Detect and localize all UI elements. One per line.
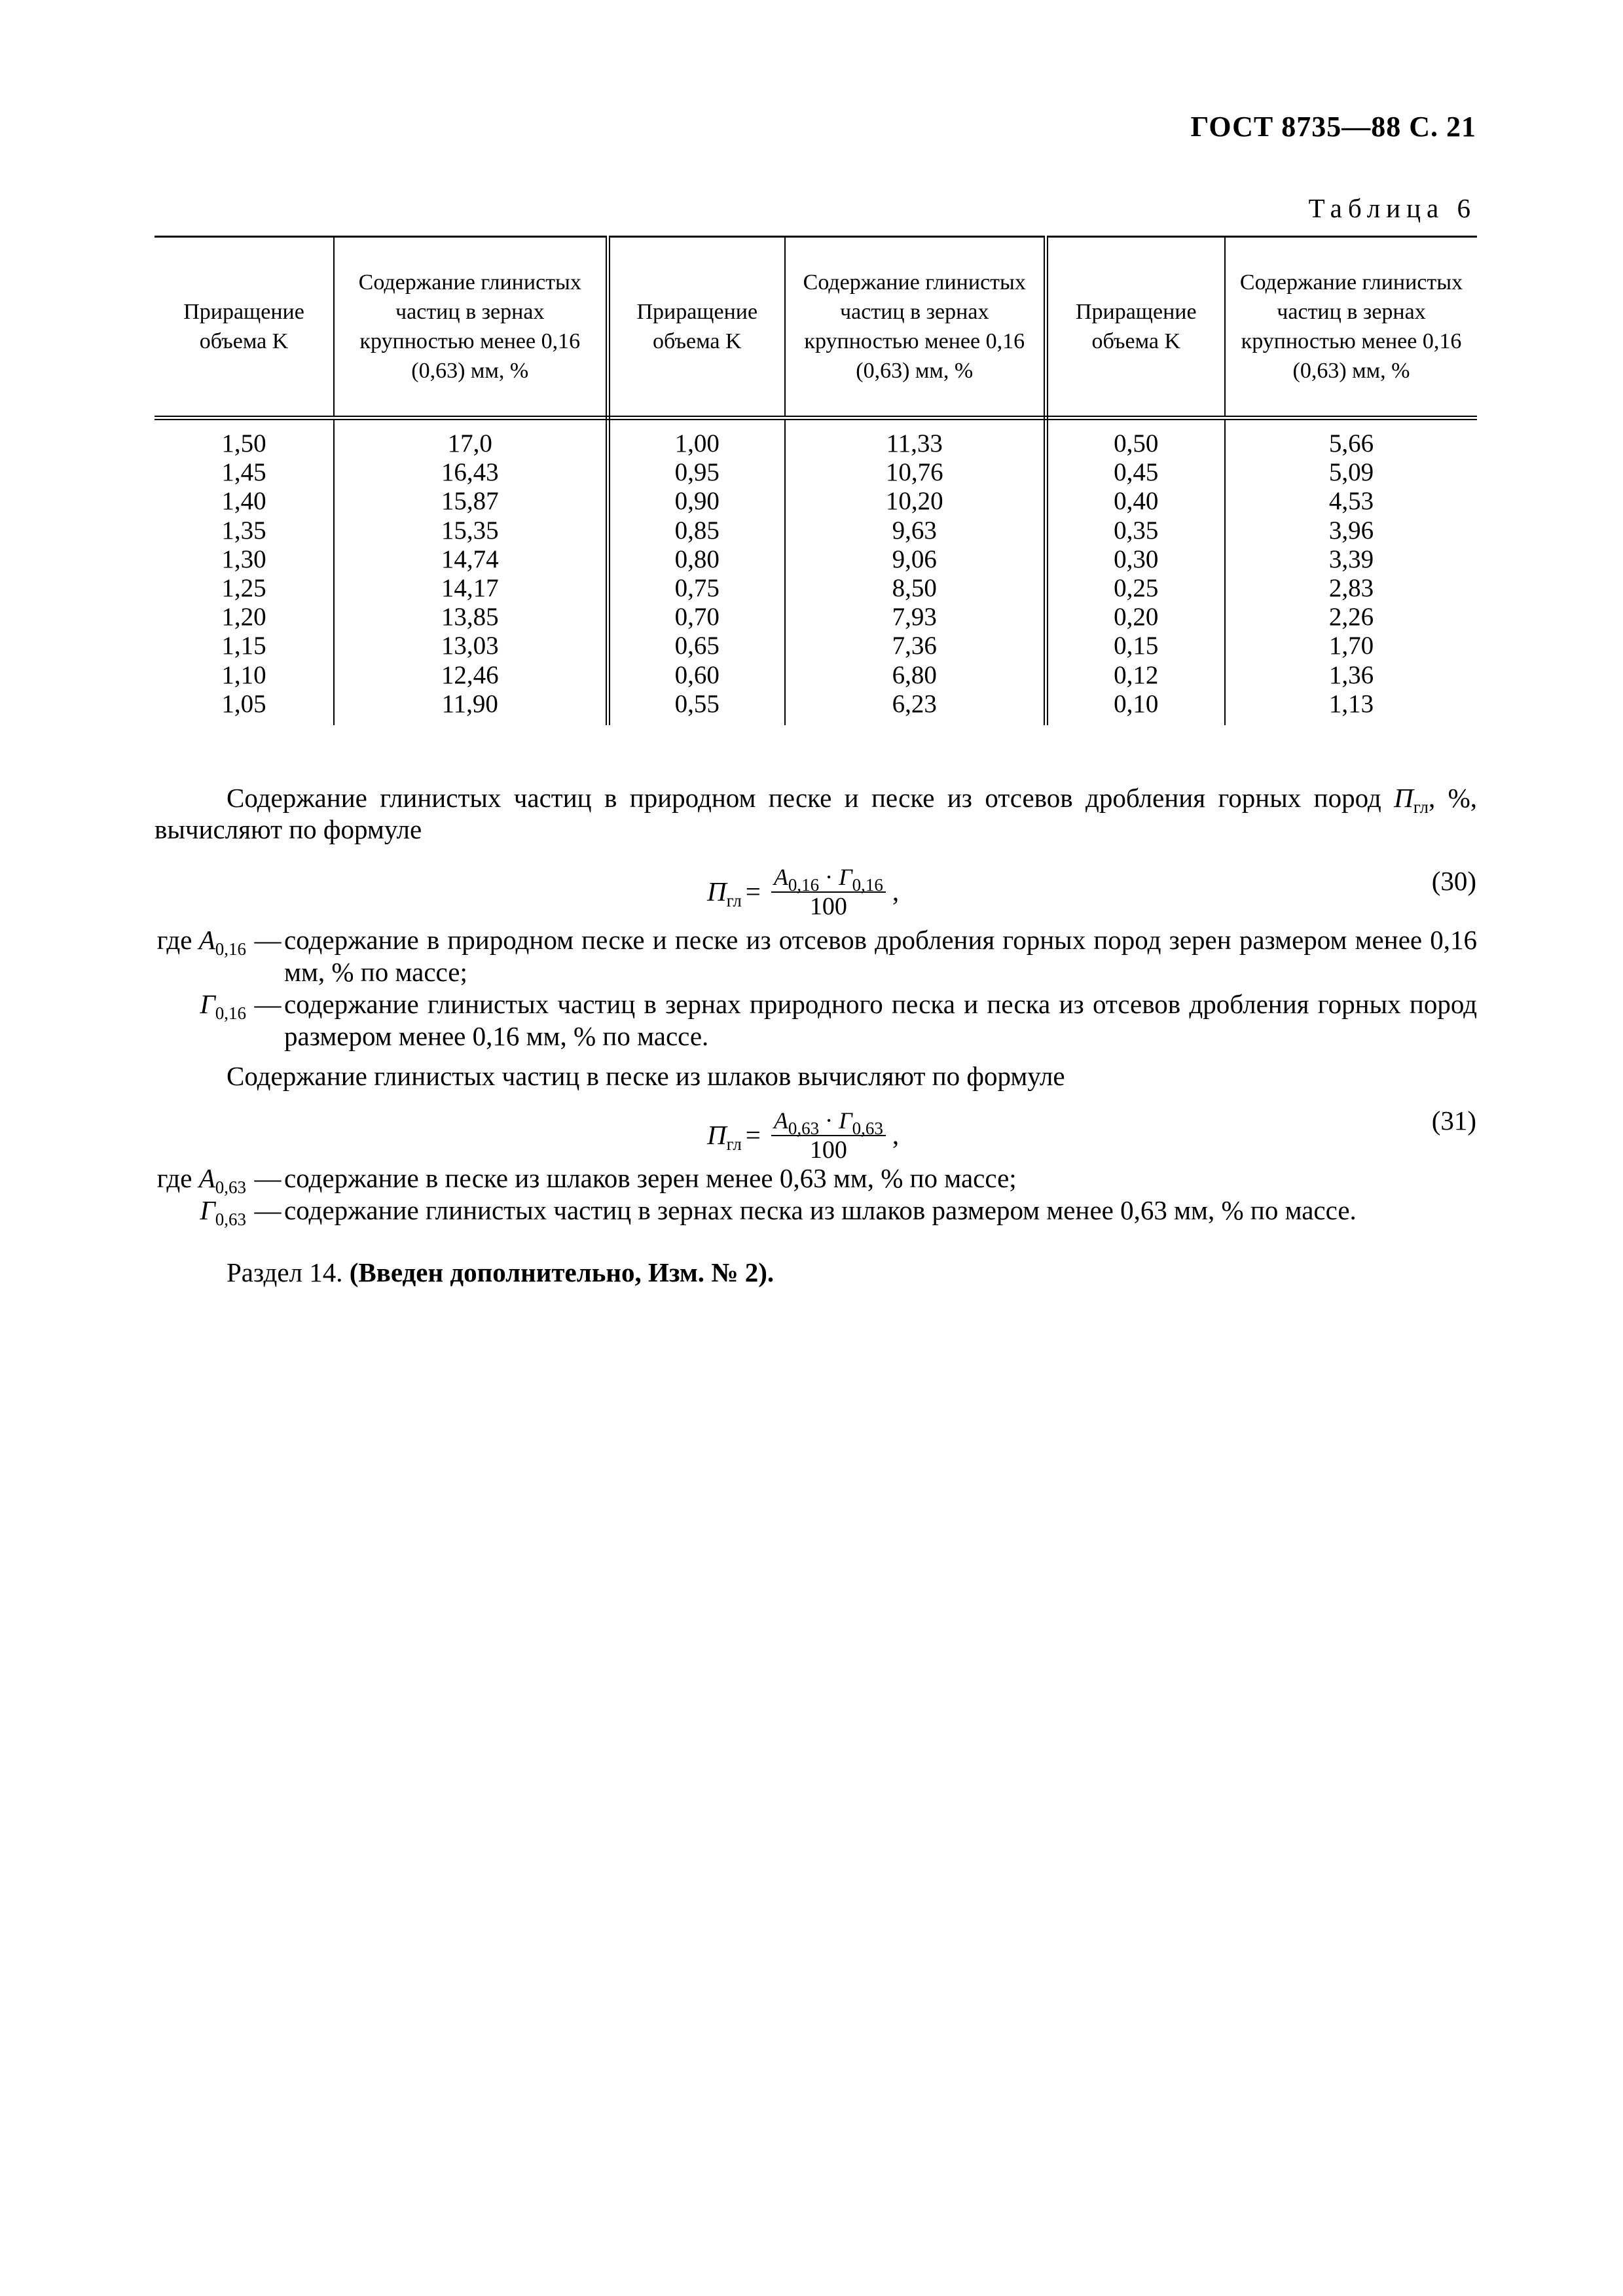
- where-lead: где: [156, 1163, 192, 1193]
- formula-eq: =: [745, 1120, 761, 1150]
- table-row: [155, 516, 1477, 545]
- formula-numerator: $A_{0,16} \cdot Г_{0,16}$: [771, 863, 886, 893]
- header-clay-content-3: Содержание глинистых частиц в зернах крупностью менее 0,16 (0,63) мм, %: [1225, 237, 1477, 418]
- table-row: [155, 418, 1477, 459]
- cell-increment-3: 0,10: [1046, 690, 1225, 725]
- formula-denominator: 100: [809, 893, 847, 920]
- cell-increment-1: 1,35: [155, 516, 334, 545]
- table-row: [155, 545, 1477, 574]
- formula-fraction: [771, 1106, 886, 1164]
- header-increment-3: Приращение объема K: [1046, 237, 1225, 418]
- cell-increment-3: 0,25: [1046, 574, 1225, 603]
- where-item: [155, 1162, 1477, 1197]
- paragraph-tail: , %, вычисляют по формуле: [155, 783, 1478, 844]
- where-item: [155, 924, 1477, 988]
- cell-clay-content-2: 10,20: [785, 487, 1046, 516]
- cell-clay-content-1: 17,0: [334, 418, 608, 459]
- header-clay-content-1: Содержание глинистых частиц в зернах крупностью менее 0,16 (0,63) мм, %: [334, 237, 608, 418]
- table-row: [155, 574, 1477, 603]
- table-caption: Таблица 6: [1308, 193, 1476, 223]
- where-dash: —: [254, 1195, 282, 1225]
- formula-numerator: $A_{0,63} \cdot Г_{0,63}$: [771, 1106, 886, 1136]
- cell-increment-1: 1,45: [155, 458, 334, 487]
- cell-increment-3: 0,20: [1046, 603, 1225, 632]
- cell-clay-content-3: 5,66: [1328, 429, 1374, 457]
- cell-increment-3: 0,35: [1046, 516, 1225, 545]
- cell-increment-1: 1,30: [155, 545, 334, 574]
- table-row: [155, 661, 1477, 690]
- cell-increment-3: 0,45: [1046, 458, 1225, 487]
- equation-number-31: (31): [1431, 1105, 1476, 1136]
- where-lead: где: [156, 925, 192, 955]
- where-dash: —: [254, 989, 282, 1019]
- cell-clay-content-1: 16,43: [334, 458, 608, 487]
- cell-clay-content-1: 14,17: [334, 574, 608, 603]
- cell-clay-content-2: 7,93: [785, 603, 1046, 632]
- formula-30: [707, 863, 899, 920]
- table-row: [155, 487, 1477, 516]
- cell-clay-content-1: 13,03: [334, 632, 608, 660]
- cell-clay-content-1: 13,85: [334, 603, 608, 632]
- formula-comma: ,: [892, 876, 900, 906]
- table-row: [155, 632, 1477, 660]
- table-row: [155, 458, 1477, 487]
- cell-increment-2: 0,75: [608, 574, 785, 603]
- where-item: [155, 988, 1477, 1052]
- section-note: [227, 1257, 774, 1288]
- cell-clay-content-3: 1,70: [1328, 632, 1374, 660]
- cell-clay-content-2: 10,76: [785, 458, 1046, 487]
- formula-lhs: $П_{гл}$: [707, 876, 742, 910]
- symbol-p-gl: $П_{гл}$: [1394, 783, 1429, 817]
- formula-lhs: $П_{гл}$: [707, 1120, 742, 1154]
- where-dash: —: [254, 925, 282, 955]
- cell-increment-1: 1,05: [155, 690, 334, 725]
- cell-clay-content-3: 3,39: [1328, 545, 1374, 573]
- cell-clay-content-3: 2,26: [1328, 603, 1374, 632]
- header-clay-content-2: Содержание глинистых частиц в зернах крупностью менее 0,16 (0,63) мм, %: [785, 237, 1046, 418]
- section-note-prefix: Раздел 14.: [227, 1257, 343, 1287]
- page-header: ГОСТ 8735—88 С. 21: [1190, 111, 1476, 143]
- cell-increment-3: 0,30: [1046, 545, 1225, 574]
- cell-increment-2: 0,90: [608, 487, 785, 516]
- cell-clay-content-1: 15,87: [334, 487, 608, 516]
- cell-clay-content-1: 14,74: [334, 545, 608, 574]
- where-block-31: [155, 1162, 1477, 1227]
- cell-clay-content-1: 15,35: [334, 516, 608, 545]
- table-body: [155, 418, 1477, 726]
- equation-number-30: (30): [1431, 866, 1476, 896]
- cell-clay-content-3: 4,53: [1328, 487, 1374, 516]
- cell-clay-content-2: 9,63: [785, 516, 1046, 545]
- formula-comma: ,: [892, 1120, 900, 1150]
- where-description: содержание глинистых частиц в зернах песка из шлаков размером менее 0,63 мм, % по массе.: [284, 1195, 1357, 1225]
- header-increment-1: Приращение объема K: [155, 237, 334, 418]
- cell-increment-2: 0,95: [608, 458, 785, 487]
- cell-clay-content-1: 12,46: [334, 661, 608, 690]
- cell-increment-1: 1,25: [155, 574, 334, 603]
- where-symbol: $Г_{0,16}$: [200, 989, 246, 1023]
- cell-clay-content-2: 6,23: [785, 690, 1046, 725]
- where-symbol: $Г_{0,63}$: [200, 1195, 246, 1229]
- cell-increment-1: 1,20: [155, 603, 334, 632]
- cell-clay-content-3: 1,13: [1328, 689, 1374, 718]
- cell-increment-2: 0,80: [608, 545, 785, 574]
- formula-eq: =: [745, 876, 761, 906]
- where-description: содержание в природном песке и песке из отсевов дробления горных пород зерен размером менее 0,16 мм, % по массе;: [284, 925, 1477, 987]
- where-description: содержание глинистых частиц в зернах природного песка и песка из отсевов дробления горных пород размером менее 0,16 мм, % по массе.: [284, 989, 1477, 1051]
- cell-clay-content-2: 11,33: [785, 418, 1046, 459]
- section-note-amendment: (Введен дополнительно, Изм. № 2).: [349, 1257, 775, 1287]
- formula-fraction: [771, 863, 886, 920]
- paragraph-text: Содержание глинистых частиц в природном песке и песке из отсевов дробления горных пород: [227, 783, 1381, 813]
- cell-increment-3: 0,50: [1046, 418, 1225, 459]
- cell-increment-2: 1,00: [608, 418, 785, 459]
- table-6: [155, 236, 1477, 725]
- paragraph-clay-natural-sand: [155, 782, 1477, 845]
- table-row: [155, 690, 1477, 725]
- cell-increment-2: 0,70: [608, 603, 785, 632]
- cell-clay-content-2: 8,50: [785, 574, 1046, 603]
- cell-clay-content-2: 7,36: [785, 632, 1046, 660]
- cell-increment-2: 0,85: [608, 516, 785, 545]
- cell-increment-3: 0,40: [1046, 487, 1225, 516]
- table-row: [155, 603, 1477, 632]
- formula-31: [707, 1106, 899, 1164]
- where-item: [155, 1194, 1477, 1227]
- cell-clay-content-2: 9,06: [785, 545, 1046, 574]
- cell-increment-1: 1,50: [155, 418, 334, 459]
- where-symbol: $A_{0,16}$: [198, 925, 246, 959]
- cell-increment-1: 1,40: [155, 487, 334, 516]
- formula-denominator: 100: [809, 1136, 847, 1164]
- cell-clay-content-3: 1,36: [1328, 660, 1374, 689]
- cell-clay-content-3: 5,09: [1328, 458, 1374, 487]
- cell-increment-2: 0,65: [608, 632, 785, 660]
- cell-clay-content-1: 11,90: [334, 690, 608, 725]
- where-dash: —: [254, 1163, 282, 1193]
- cell-clay-content-3: 3,96: [1328, 516, 1374, 545]
- table-header-row: [155, 237, 1477, 418]
- cell-clay-content-3: 2,83: [1328, 574, 1374, 603]
- cell-increment-1: 1,10: [155, 661, 334, 690]
- where-block-30: [155, 924, 1477, 1052]
- cell-increment-1: 1,15: [155, 632, 334, 660]
- cell-clay-content-2: 6,80: [785, 661, 1046, 690]
- header-increment-2: Приращение объема K: [608, 237, 785, 418]
- where-description: содержание в песке из шлаков зерен менее 0,63 мм, % по массе;: [284, 1163, 1017, 1193]
- cell-increment-3: 0,15: [1046, 632, 1225, 660]
- cell-increment-2: 0,55: [608, 690, 785, 725]
- where-symbol: $A_{0,63}$: [198, 1163, 246, 1197]
- cell-increment-3: 0,12: [1046, 661, 1225, 690]
- cell-increment-2: 0,60: [608, 661, 785, 690]
- paragraph-clay-slag-sand: Содержание глинистых частиц в песке из шлаков вычисляют по формуле: [227, 1061, 1065, 1091]
